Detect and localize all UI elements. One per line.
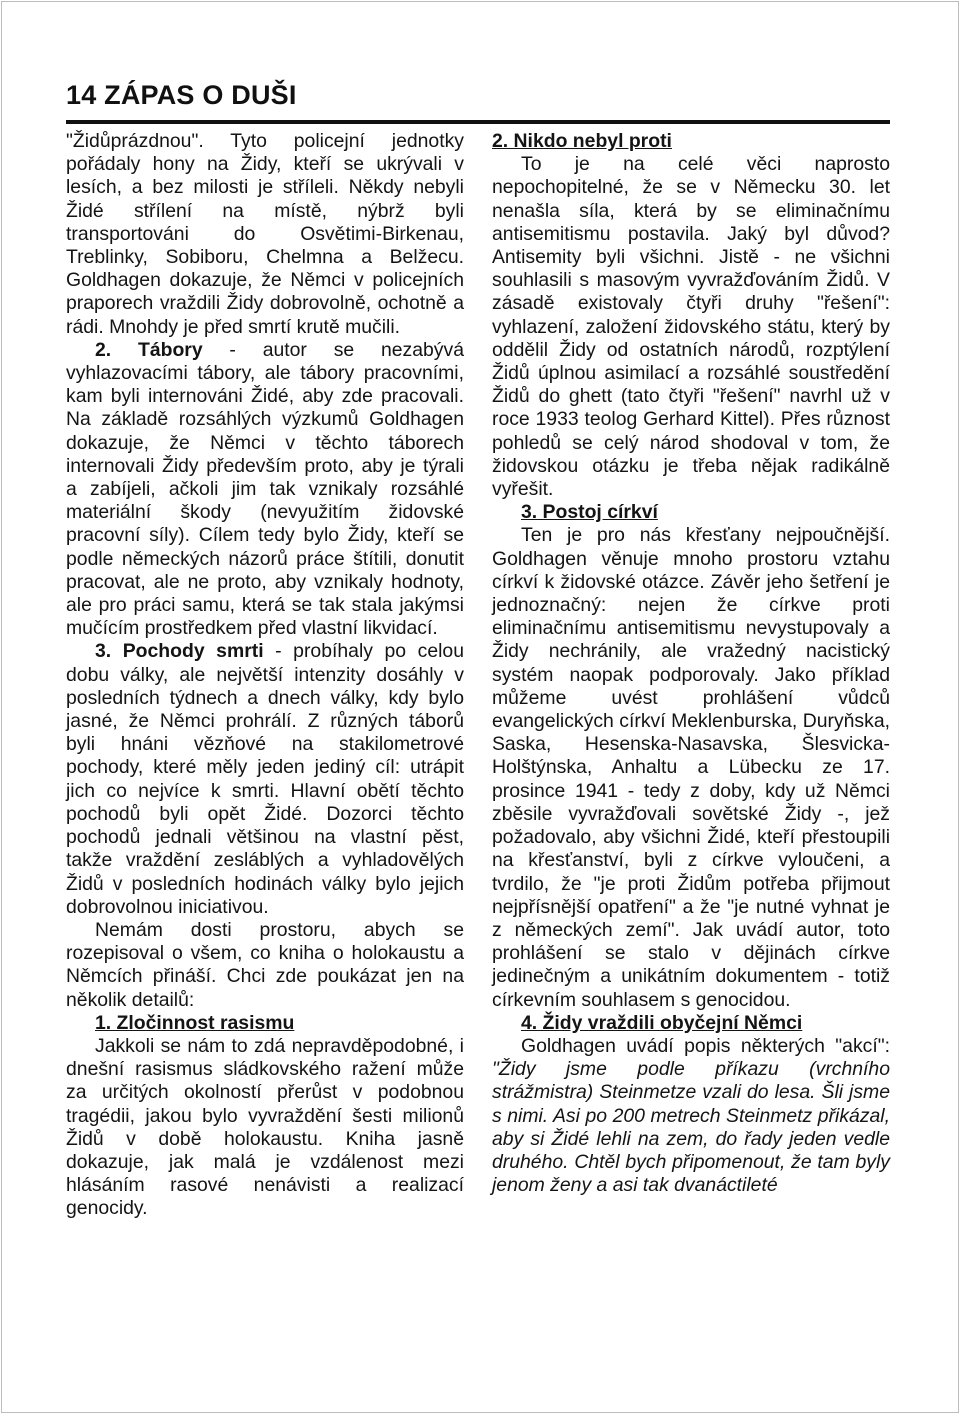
left-paragraph-4: Nemám dosti prostoru, abych se rozepisoval o všem, co kniha o holokaustu a Němcích přináší. Chci zde poukázat jen na několik detailů:	[66, 918, 464, 1011]
section-heading-1: 1. Zločinnost rasismu	[95, 1011, 295, 1034]
page-header: 14 ZÁPAS O DUŠI	[66, 80, 297, 110]
left-paragraph-pochody	[66, 640, 464, 918]
right-column	[492, 130, 890, 1197]
section-heading-4: 4. Židy vraždili obyčejní Němci	[521, 1011, 803, 1034]
akce-intro: Goldhagen uvádí popis některých "akcí":	[521, 1034, 890, 1057]
right-paragraph-1: To je na celé věci naprosto nepochopitelné, že se v Německu 30. let nenašla síla, která by se eliminačnímu antisemitismu postavila. Jaký byl důvod? Antisemity byli všichni. Jistě - ne všichni souhlasili s masovým vyvražďováním Židů. V zásadě existovaly čtyři druhy "řešení": vyhlazení, založení židovského státu, který by oddělil Židy od ostatních národů, rozptýlení Židů úplnou asimilací a rozsáhlé soustředění Židů do ghett (tato čtyři "řešení" navrhl už v roce 1933 teolog Gerhard Kittel). Přes různost pohledů se celý národ shodoval v tom, že židovskou otázku je třeba nějak radikálně vyřešit.	[492, 153, 890, 501]
section-heading-3: 3. Postoj církví	[521, 501, 658, 524]
tabory-text: - autor se nezabývá vyhlazovacími tábory, ale tábory pracovními, kam byli internováni Židé, aby zde pracovali. Na základě rozsáhlých výzkumů Goldhagen dokazuje, že Němci v těchto táborech internovali Židy především proto, aby je týrali a zabíjeli, ačkoli jim tak vznikaly rozsáhlé materiální škody (nevyužitím židovské pracovní síly). Cílem tedy bylo Židy, kteří se podle německých názorů práce štítili, donutit pracovat, ale ne proto, aby vznikaly hodnoty, ale pro práci samu, která se tak stala jakýmsi mučícím prostředkem před vlastní likvidací.	[66, 338, 464, 640]
left-column	[66, 130, 464, 1221]
tabory-label: 2. Tábory	[95, 338, 203, 361]
left-paragraph-5: Jakkoli se nám to zdá nepravděpodobné, i dnešní rasismus sládkovského ražení může za určitých okolností přerůst v podobnou tragédii, jakou bylo vyvraždění šesti milionů Židů v době holokaustu. Kniha jasně dokazuje, jak malá je vzdálenost mezi hlásáním rasové nenávisti a realizací genocidy.	[66, 1034, 464, 1220]
header-rule	[66, 120, 890, 124]
akce-quote: "Židy jsme podle příkazu (vrchního strážmistra) Steinmetze vzali do lesa. Šli jsme s nimi. Asi po 200 metrech Steinmetz přikázal, aby si Židé lehli na zem, do řady jeden vedle druhého. Chtěl bych připomenout, že tam byly jenom ženy a asi tak dvanáctileté	[492, 1058, 890, 1197]
right-paragraph-3	[492, 1035, 890, 1197]
pochody-text: - probíhaly po celou dobu války, ale největší intenzity dosáhly v posledních týdnech a dnech války, kdy bylo jasné, že Němci prohrálí. Z různých táborů byli hnáni vězňové na stakilometrové pochody, které měly jeden jediný cíl: utrápit jich co nejvíce k smrti. Hlavní obětí těchto pochodů byli opět Židé. Dozorci těchto pochodů jednali většinou na vlastní pěst, takže vraždění zesláblých a vyhladovělých Židů v posledních hodinách války bylo jejich dobrovolnou iniciativou.	[66, 640, 464, 918]
left-paragraph-1: "Židůprázdnou". Tyto policejní jednotky pořádaly hony na Židy, kteří se ukrývali v lesích, a bez milosti je stříleli. Někdy nebyli Židé střílení na místě, nýbrž byli transportováni do Osvětimi-Birkenau, Treblinky, Sobiboru, Chelmna a Belžecu. Goldhagen dokazuje, že Němci v policejních praporech vraždili Židy dobrovolně, ochotně a rádi. Mnohdy je před smrtí krutě mučili.	[66, 130, 464, 338]
pochody-label: 3. Pochody smrti	[95, 640, 264, 663]
right-paragraph-2: Ten je pro nás křesťany nejpoučnější. Goldhagen věnuje mnoho prostoru vztahu církví k židovské otázce. Závěr jeho šetření je jednoznačný: nejen že církve proti eliminačnímu antisemitismu nevystupovaly a Židy nechránily, ale vražedný nacistický systém naopak podporovaly. Jako příklad můžeme uvést prohlášení vůdců evangelických církví Meklenburska, Duryňska, Saska, Hesenska-Nasavska, Šlesvicka-Holštýnska, Anhaltu a Lübecku ze 17. prosince 1941 - tedy z doby, kdy už Němci zběsile vyvražďovali sovětské Židy -, jež požadovalo, aby všichni Židé, kteří přestoupili na křesťanství, byli z církve vyloučeni, a tvrdilo, že "je proti Židům potřeba přijmout nejpřísnější opatření" a že "je nutné vyhnat je z německých zemí". Jak uvádí autor, toto prohlášení se stalo v dějinách církve jedinečným a unikátním dokumentem - totiž církevním souhlasem s genocidou.	[492, 524, 890, 1011]
section-heading-2: 2. Nikdo nebyl proti	[492, 130, 672, 152]
left-paragraph-tabory	[66, 339, 464, 641]
